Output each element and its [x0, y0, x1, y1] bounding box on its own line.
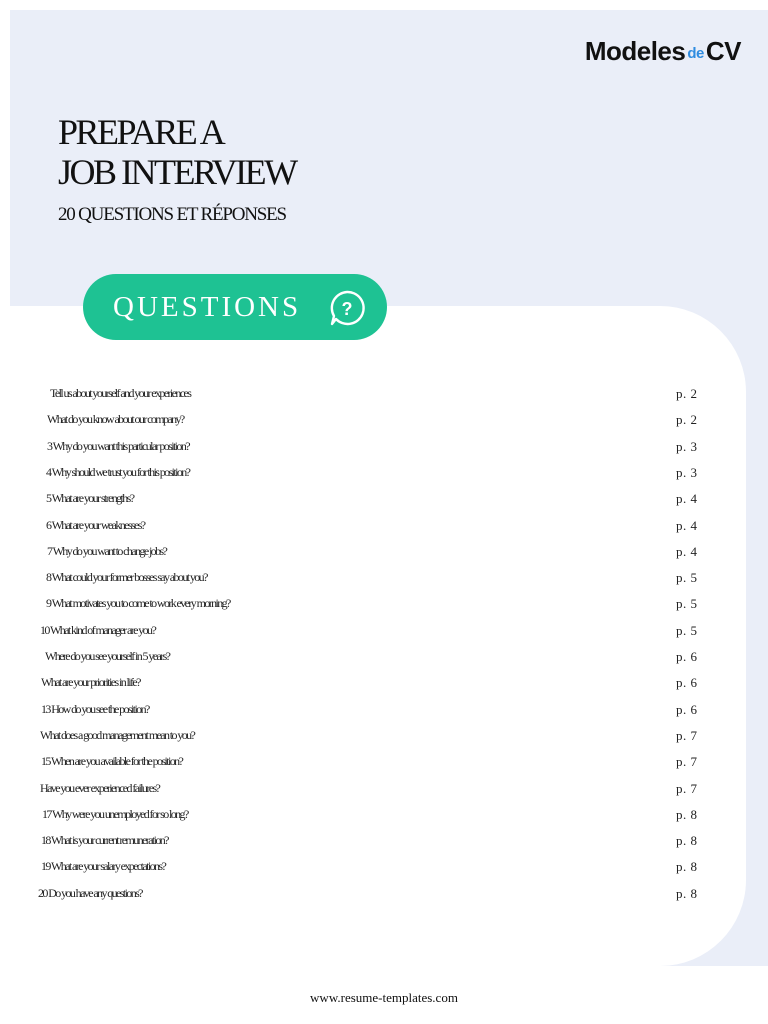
- toc-row[interactable]: [0, 833, 768, 853]
- brand-logo[interactable]: [585, 36, 741, 67]
- toc-page-number: p. 8: [676, 833, 698, 849]
- toc-page-number: p. 7: [676, 754, 698, 770]
- page-subtitle: 20 QUESTIONS ET RÉPONSES: [58, 204, 286, 225]
- toc-page-number: p. 2: [676, 412, 698, 428]
- toc-row[interactable]: [0, 596, 768, 616]
- toc-row[interactable]: [0, 728, 768, 748]
- toc-row[interactable]: [0, 412, 768, 432]
- questions-banner-label: QUESTIONS: [113, 290, 302, 323]
- toc-question: 9 What motivates you to come to work every morning?: [46, 596, 230, 611]
- logo-text-cv: CV: [705, 36, 741, 66]
- toc-page-number: p. 2: [676, 386, 698, 401]
- toc-page-number: p. 6: [676, 701, 698, 717]
- toc-question: 17 Why were you unemployed for so long?: [42, 806, 188, 821]
- toc-page-number: p. 3: [676, 464, 698, 480]
- toc-page-number: p. 6: [676, 675, 698, 691]
- toc-page-number: p. 5: [676, 622, 698, 638]
- toc-question: 5 What are your strengths?: [46, 491, 134, 506]
- toc-row[interactable]: [0, 491, 768, 511]
- question-chat-icon: [327, 288, 367, 328]
- title-line-1: PREPARE A: [58, 112, 224, 152]
- toc-row[interactable]: [0, 886, 768, 906]
- toc-row[interactable]: [0, 807, 768, 827]
- toc-row[interactable]: [0, 649, 768, 669]
- toc-question: 18 What is your current remuneration?: [41, 833, 168, 848]
- toc-page-number: p. 7: [676, 780, 698, 796]
- toc-row[interactable]: [0, 570, 768, 590]
- toc-page-number: p. 6: [676, 649, 698, 664]
- title-line-2: JOB INTERVIEW: [58, 152, 296, 192]
- toc-row[interactable]: [0, 518, 768, 538]
- toc-question: 3 Why do you want this particular position?: [47, 438, 189, 453]
- toc-page-number: p. 8: [676, 859, 698, 875]
- toc-question: 10 What kind of manager are you?: [40, 622, 156, 637]
- toc-question: 15 When are you available for the position?: [41, 754, 183, 769]
- toc-page-number: p. 5: [676, 570, 698, 586]
- toc-row[interactable]: [0, 675, 768, 695]
- toc-row[interactable]: [0, 623, 768, 643]
- toc-page-number: p. 5: [676, 596, 698, 612]
- toc-row[interactable]: [0, 465, 768, 485]
- toc-question: 4 Why should we trust you for this position?: [46, 464, 190, 479]
- toc-question: What do you know about our company?: [47, 412, 184, 427]
- toc-question: What are your priorities in life?: [41, 675, 140, 690]
- toc-question: 20 Do you have any questions?: [38, 885, 142, 900]
- logo-text-de: de: [687, 45, 704, 62]
- toc-question: What does a good management mean to you?: [40, 727, 195, 742]
- toc-question: Have you ever experienced failures?: [40, 780, 160, 795]
- toc-page-number: p. 7: [676, 727, 698, 743]
- toc-page-number: p. 8: [676, 885, 698, 901]
- svg-text:?: ?: [341, 299, 353, 319]
- toc-row[interactable]: [0, 386, 768, 406]
- toc-question: Tell us about yourself and your experiences: [50, 386, 191, 400]
- toc-row[interactable]: [0, 781, 768, 801]
- toc-row[interactable]: [0, 859, 768, 879]
- toc-page-number: p. 4: [676, 491, 698, 507]
- footer-url[interactable]: www.resume-templates.com: [310, 990, 458, 1005]
- toc-question: 7 Why do you want to change jobs?: [47, 543, 167, 558]
- toc-row[interactable]: [0, 439, 768, 459]
- toc-question: 13 How do you see the position?: [41, 701, 149, 716]
- toc-page-number: p. 3: [676, 438, 698, 454]
- toc-question: Where do you see yourself in 5 years?: [45, 649, 170, 663]
- page-title: [58, 112, 296, 192]
- toc-row[interactable]: [0, 544, 768, 564]
- toc-question: 6 What are your weaknesses?: [46, 517, 145, 532]
- toc-row[interactable]: [0, 754, 768, 774]
- toc-page-number: p. 4: [676, 517, 698, 533]
- logo-text-modeles: Modeles: [584, 36, 686, 66]
- questions-banner: [83, 274, 387, 340]
- toc-row[interactable]: [0, 702, 768, 722]
- toc-question: 19 What are your salary expectations?: [41, 859, 166, 874]
- toc-page-number: p. 8: [676, 806, 698, 822]
- toc-question: 8 What could your former bosses say about you?: [46, 570, 207, 585]
- toc-page-number: p. 4: [676, 543, 698, 559]
